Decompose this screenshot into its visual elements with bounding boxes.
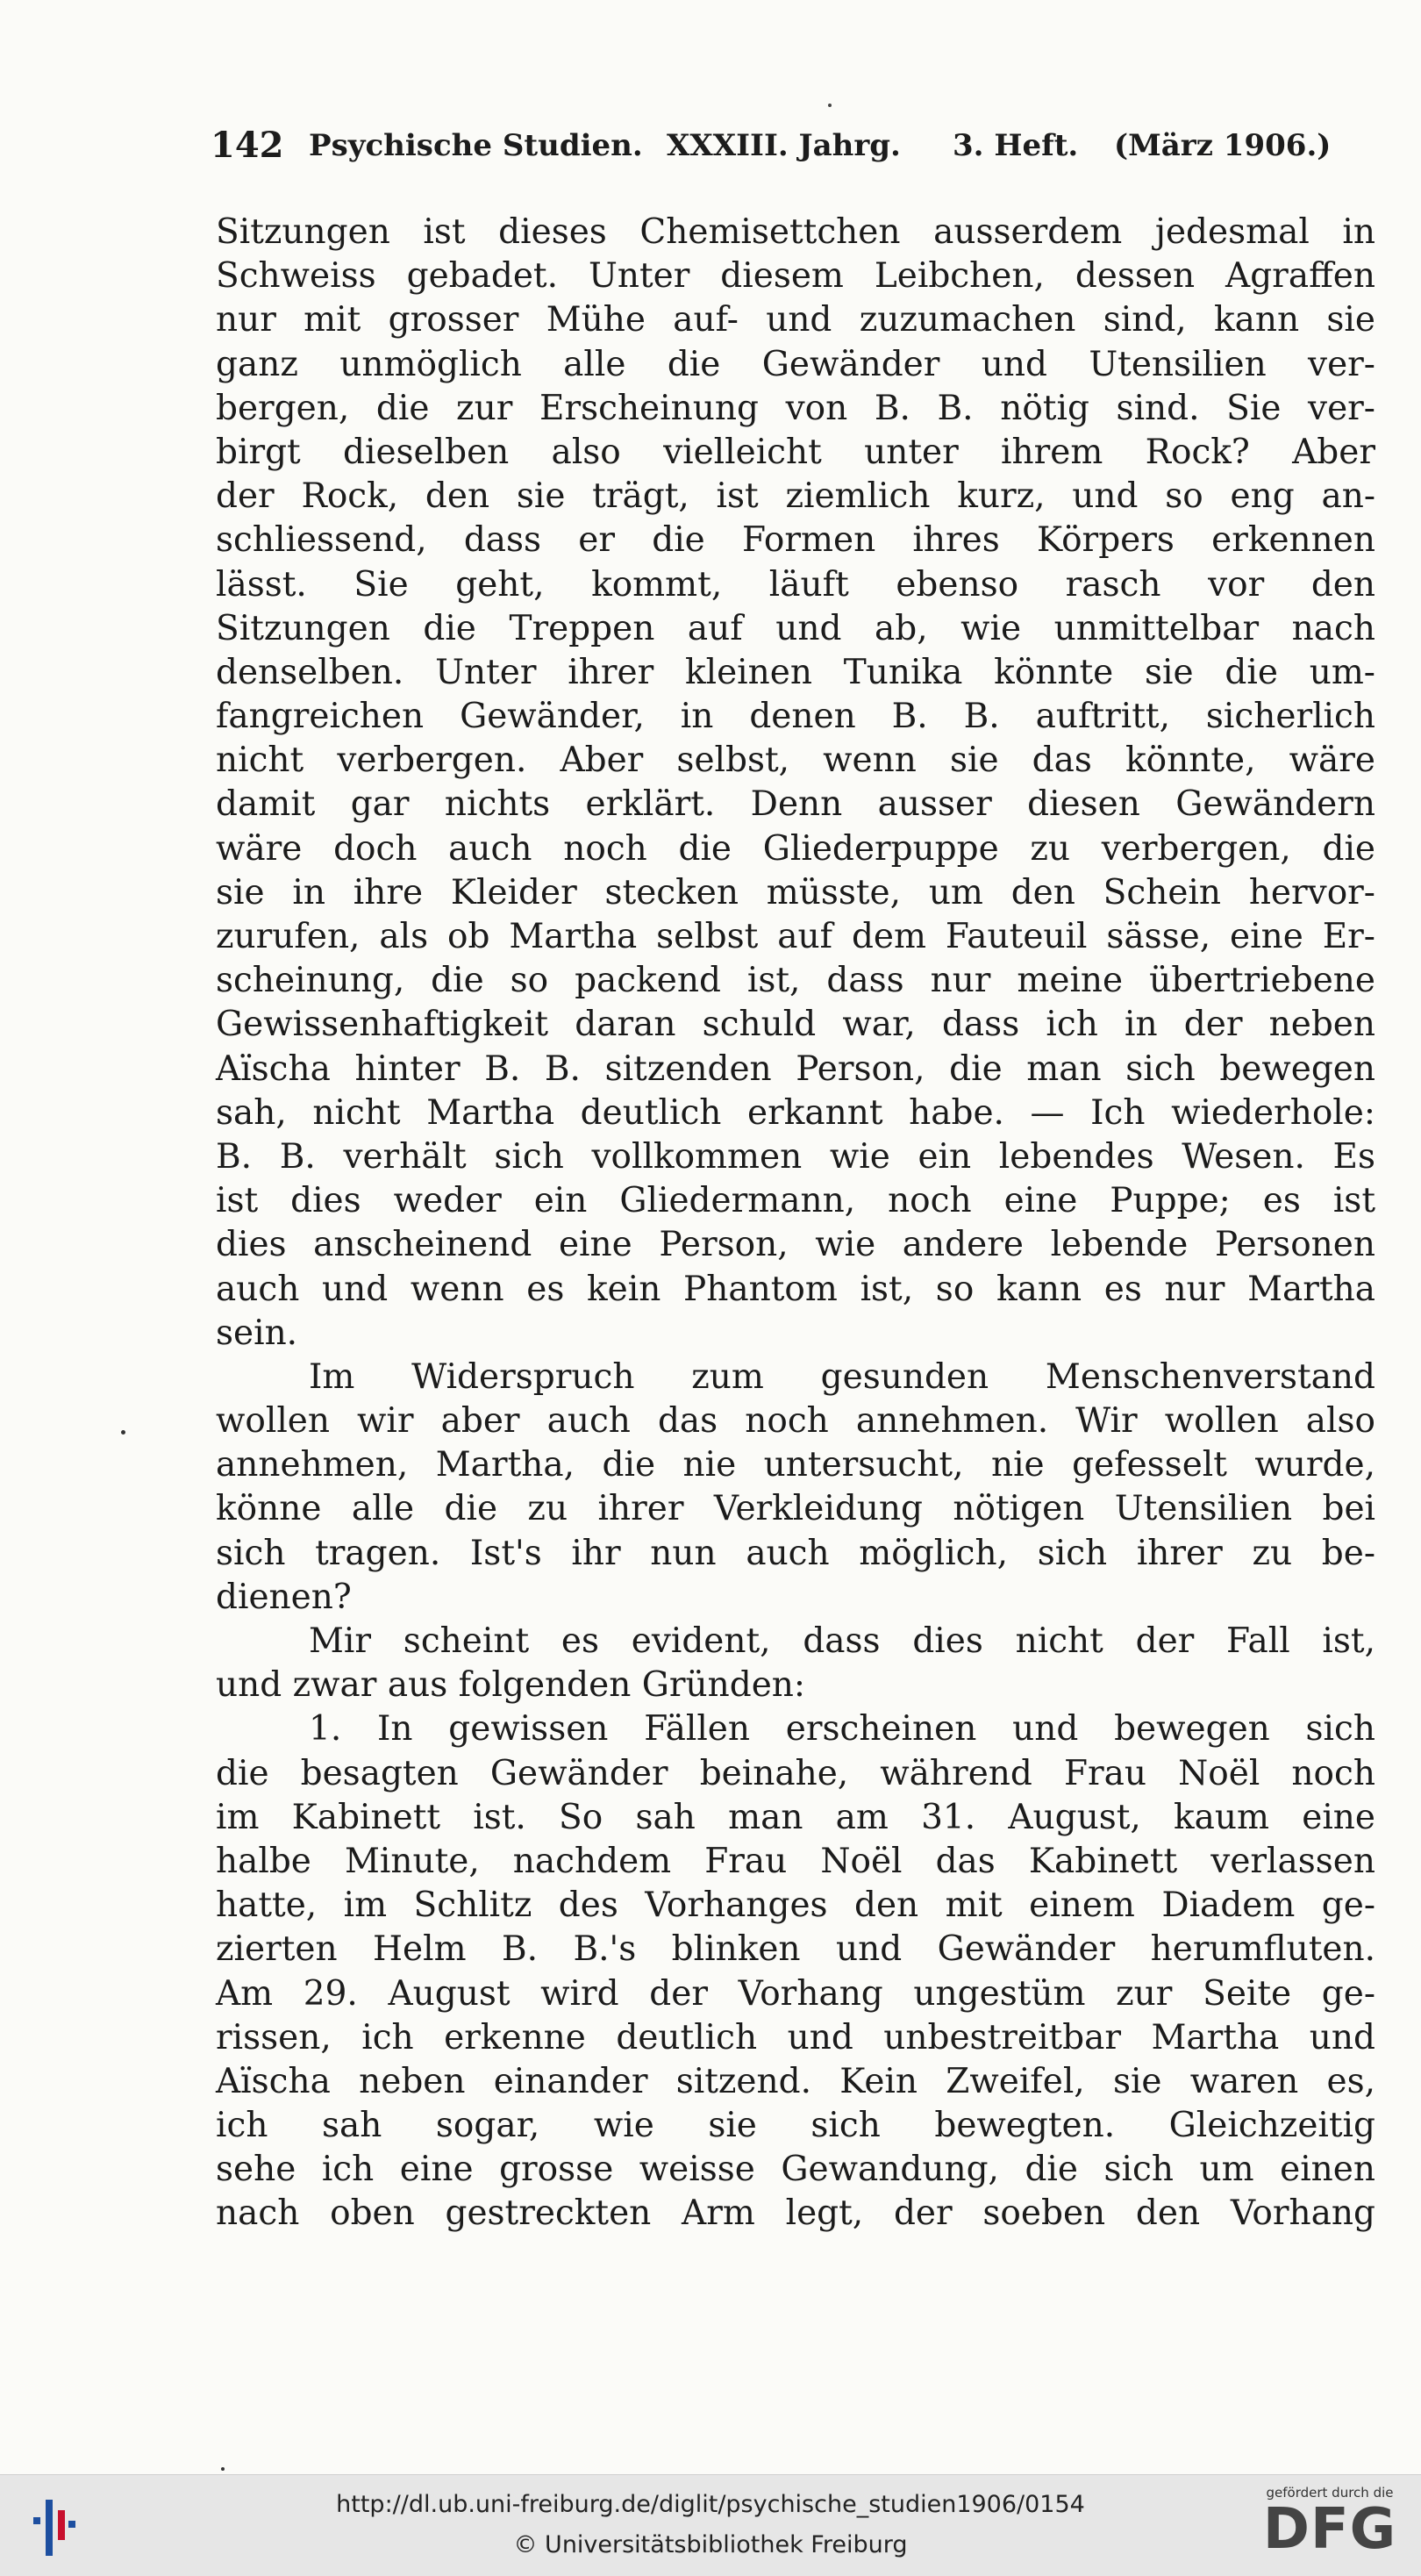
text-line: sie in ihre Kleider stecken müsste, um den Schein hervor- xyxy=(216,872,1375,912)
text-line: sich tragen. Ist's ihr nun auch möglich, sich ihrer zu be- xyxy=(216,1533,1375,1573)
text-line: Schweiss gebadet. Unter diesem Leibchen, dessen Agraffen xyxy=(216,256,1375,297)
paragraph-start-line: Mir scheint es evident, dass dies nicht der Fall ist, xyxy=(309,1621,1375,1661)
page-number: 142 xyxy=(211,125,284,166)
paragraph-end-line: und zwar aus folgenden Gründen: xyxy=(216,1665,806,1706)
text-line: B. B. verhält sich vollkommen wie ein lebendes Wesen. Es xyxy=(216,1136,1375,1177)
text-line: nur mit grosser Mühe auf- und zuzumachen sind, kann sie xyxy=(216,300,1375,340)
text-line: schliessend, dass er die Formen ihres Körpers erkennen xyxy=(216,520,1375,561)
text-line: Gewissenhaftigkeit daran schuld war, dass ich in der neben xyxy=(216,1005,1375,1045)
text-line: bergen, die zur Erscheinung von B. B. nötig sind. Sie ver- xyxy=(216,388,1375,428)
text-line: ich sah sogar, wie sie sich bewegten. Gleichzeitig xyxy=(216,2106,1375,2146)
text-line: zurufen, als ob Martha selbst auf dem Fauteuil sässe, eine Er- xyxy=(216,917,1375,956)
volume-label: XXXIII. Jahrg. xyxy=(667,128,901,163)
text-line: sehe ich eine grosse weisse Gewandung, die sich um einen xyxy=(216,2150,1375,2190)
text-line: die besagten Gewänder beinahe, während Frau Noël noch xyxy=(216,1753,1375,1793)
dfg-logo xyxy=(1253,2484,1407,2568)
text-line: sah, nicht Martha deutlich erkannt habe. — Ich wiederhole: xyxy=(216,1092,1375,1133)
text-line: Am 29. August wird der Vorhang ungestüm zur Seite ge- xyxy=(216,1973,1375,2014)
running-header xyxy=(211,125,1333,172)
text-line: damit gar nichts erklärt. Denn ausser diesen Gewändern xyxy=(216,784,1375,825)
copyright-notice: © Universitätsbibliothek Freiburg xyxy=(513,2531,908,2558)
text-line: Sitzungen die Treppen auf und ab, wie unmittelbar nach xyxy=(216,608,1375,648)
print-speck xyxy=(221,2467,225,2471)
text-line: nicht verbergen. Aber selbst, wenn sie das könnte, wäre xyxy=(216,741,1375,781)
print-speck xyxy=(121,1430,125,1435)
text-line: ganz unmöglich alle die Gewänder und Utensilien ver- xyxy=(216,344,1375,384)
print-speck xyxy=(828,104,832,107)
body-text xyxy=(216,211,1375,2236)
issue-label: 3. Heft. xyxy=(953,128,1079,163)
text-line: scheinung, die so packend ist, dass nur meine übertriebene xyxy=(216,961,1375,1001)
text-line: wäre doch auch noch die Gliederpuppe zu verbergen, die xyxy=(216,828,1375,869)
text-line: Aïscha hinter B. B. sitzenden Person, die man sich bewegen xyxy=(216,1048,1375,1089)
dfg-wordmark: DFG xyxy=(1262,2497,1397,2562)
text-line: zierten Helm B. B.'s blinken und Gewänder herumfluten. xyxy=(216,1929,1375,1970)
paragraph-end-line: sein. xyxy=(216,1313,298,1353)
viewer-footer xyxy=(0,2474,1421,2576)
text-line: ist dies weder ein Gliedermann, noch eine Puppe; es ist xyxy=(216,1181,1375,1221)
text-line: denselben. Unter ihrer kleinen Tunika könnte sie die um- xyxy=(216,652,1375,692)
text-line: Sitzungen ist dieses Chemisettchen ausserdem jedesmal in xyxy=(216,212,1375,252)
text-line: Aïscha neben einander sitzend. Kein Zweifel, sie waren es, xyxy=(216,2061,1375,2101)
text-line: auch und wenn es kein Phantom ist, so kann es nur Martha xyxy=(216,1269,1375,1309)
paragraph-start-line: 1. In gewissen Fällen erscheinen und bewegen sich xyxy=(309,1709,1375,1750)
dfg-sublabel: gefördert durch die xyxy=(1266,2485,1394,2501)
source-url[interactable]: http://dl.ub.uni-freiburg.de/diglit/psychische_studien1906/0154 xyxy=(336,2491,1085,2518)
text-line: der Rock, den sie trägt, ist ziemlich kurz, und so eng an- xyxy=(216,476,1375,517)
text-line: birgt dieselben also vielleicht unter ihrem Rock? Aber xyxy=(216,432,1375,472)
text-line: rissen, ich erkenne deutlich und unbestreitbar Martha und xyxy=(216,2017,1375,2057)
journal-title: Psychische Studien. xyxy=(309,128,643,163)
text-line: im Kabinett ist. So sah man am 31. August, kaum eine xyxy=(216,1797,1375,1837)
text-line: fangreichen Gewänder, in denen B. B. auftritt, sicherlich xyxy=(216,697,1375,737)
paragraph-start-line: Im Widerspruch zum gesunden Menschenverstand xyxy=(309,1356,1375,1397)
text-line: könne alle die zu ihrer Verkleidung nötigen Utensilien bei xyxy=(216,1489,1375,1529)
text-line: lässt. Sie geht, kommt, läuft ebenso rasch vor den xyxy=(216,564,1375,605)
paragraph-end-line: dienen? xyxy=(216,1577,352,1617)
text-line: dies anscheinend eine Person, wie andere lebende Personen xyxy=(216,1225,1375,1265)
text-line: annehmen, Martha, die nie untersucht, nie gefesselt wurde, xyxy=(216,1445,1375,1485)
text-line: wollen wir aber auch das noch annehmen. Wir wollen also xyxy=(216,1401,1375,1442)
text-line: hatte, im Schlitz des Vorhanges den mit einem Diadem ge- xyxy=(216,1885,1375,1926)
issue-date: (März 1906.) xyxy=(1114,128,1332,163)
text-line: halbe Minute, nachdem Frau Noël das Kabinett verlassen xyxy=(216,1841,1375,1881)
text-line: nach oben gestreckten Arm legt, der soeben den Vorhang xyxy=(216,2193,1375,2234)
